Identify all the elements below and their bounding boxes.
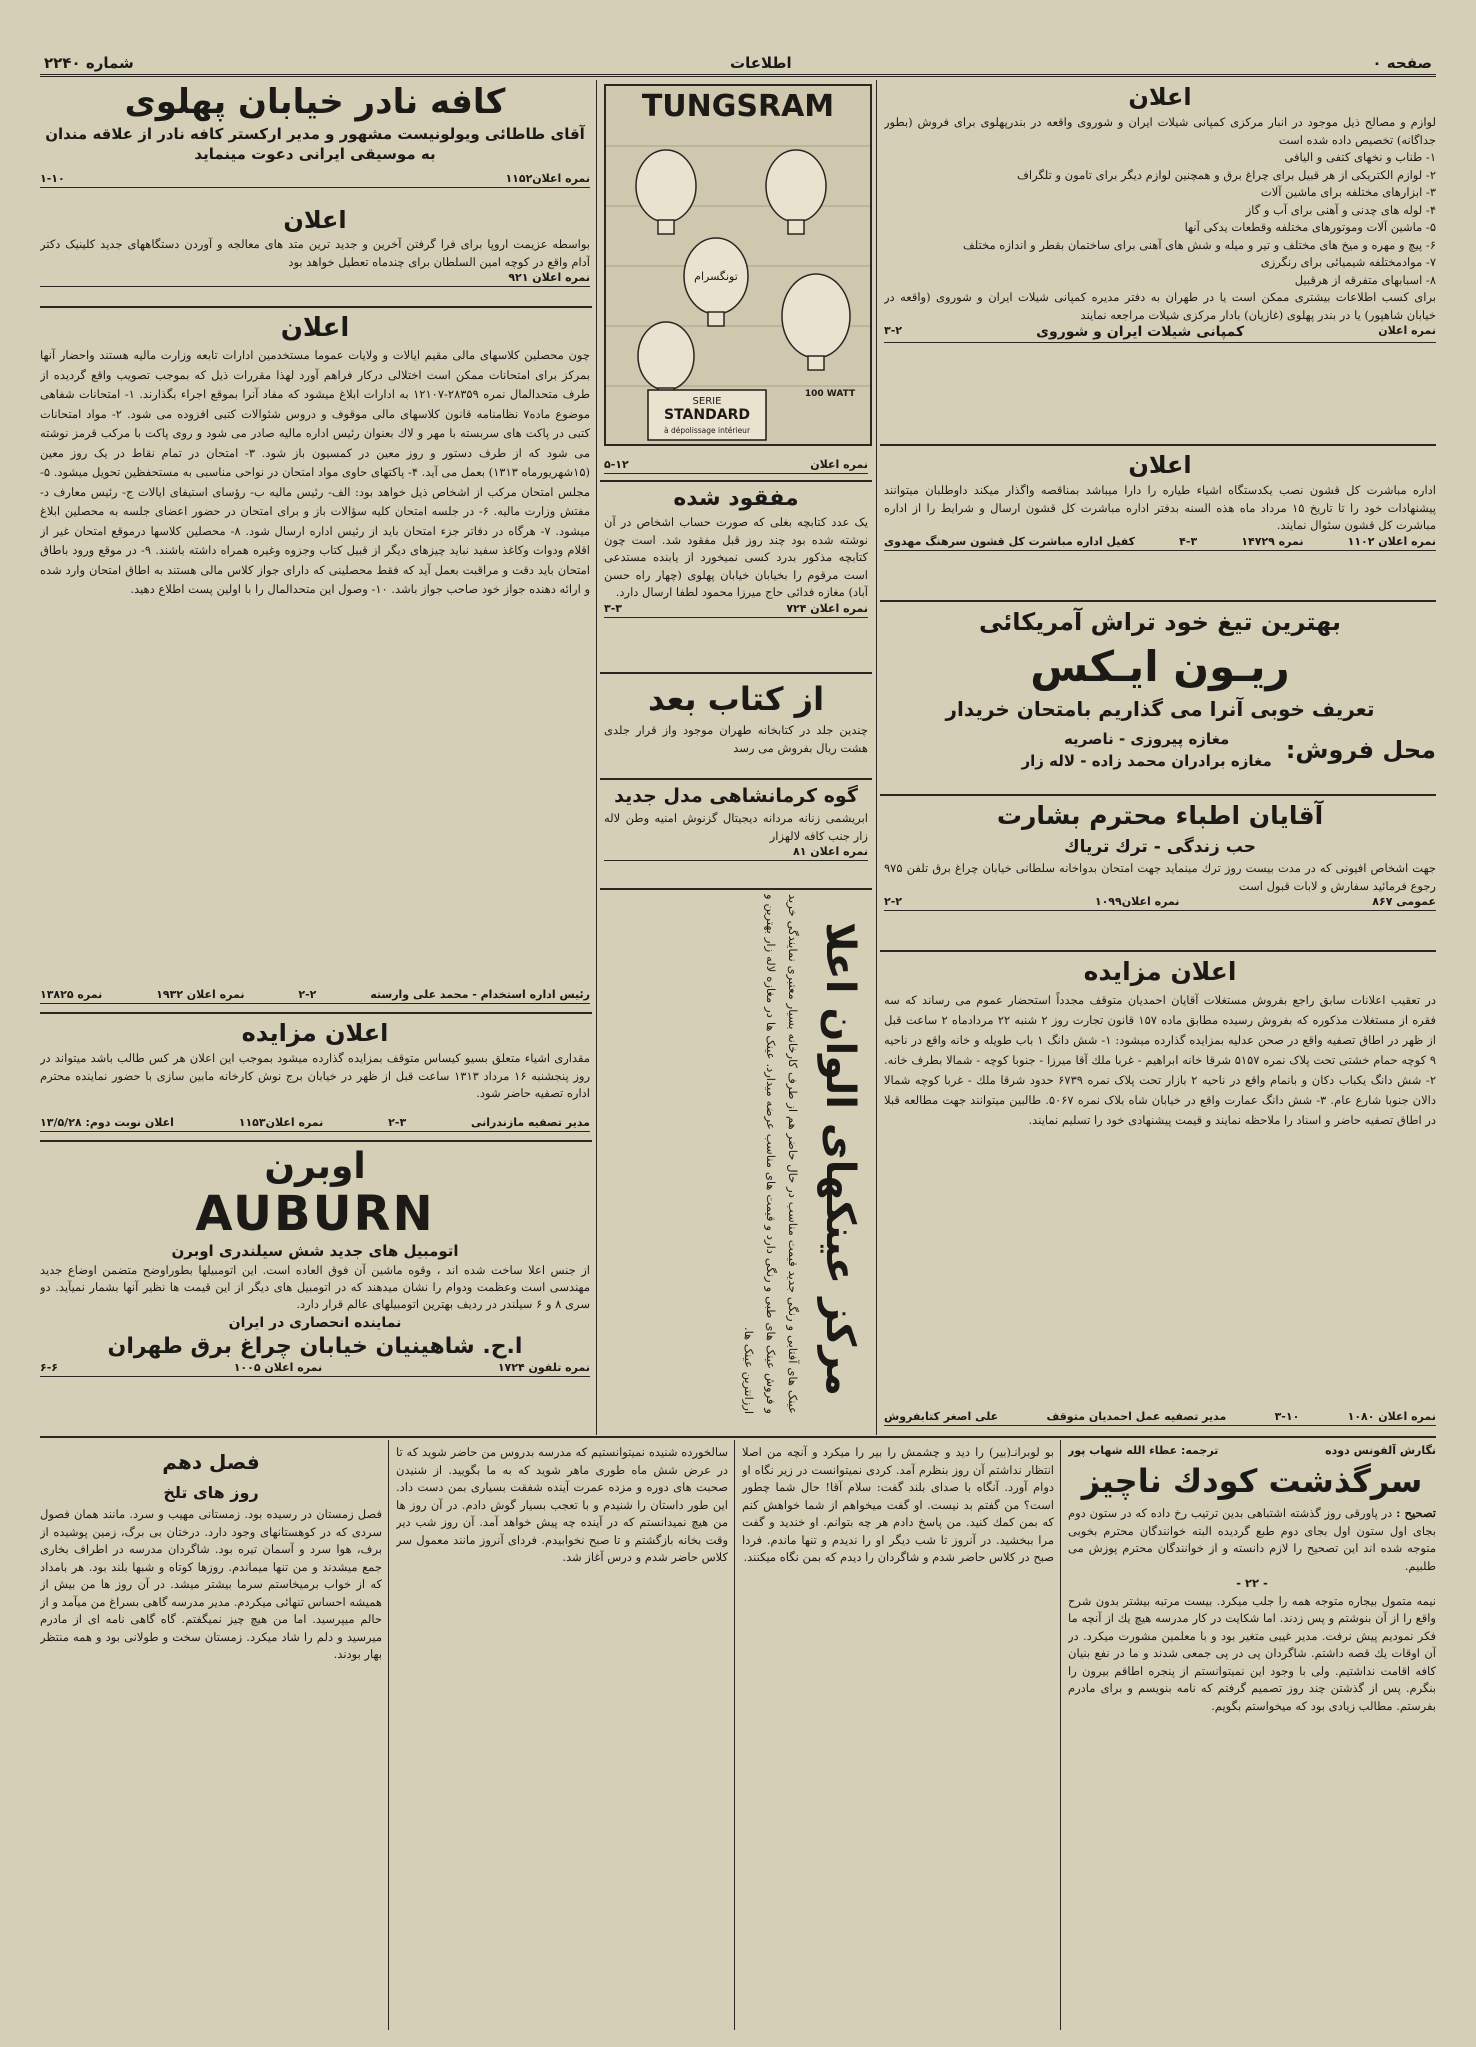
story-col-1 bbox=[1068, 1444, 1436, 2028]
auction-ad-1-title: اعلان مزایده bbox=[241, 1019, 389, 1047]
airplane-ad bbox=[884, 448, 1436, 598]
issue-label: شماره ۲۲۴۰ bbox=[44, 54, 134, 72]
lost-ad-footer: نمره اعلان ۷۲۴ ۳-۳ bbox=[604, 602, 868, 618]
finance-ad-sign: رئیس اداره استخدام - محمد علی وارسته bbox=[370, 988, 590, 1001]
lost-ad bbox=[604, 484, 868, 670]
shilat-item-1: ۱- طناب و نخهای کتفی و الیافی bbox=[1284, 150, 1436, 164]
auburn-ad-body: از جنس اعلا ساخت شده اند ، وقوه ماشین آن فوق العاده است. این اتومبیلها بطوراوضح متضمن اوضاع جدید مهندسی است وعظمت ودوام را نشان میدهند که در اتومبیل های دیگر از این قیمت ها نظیر آنها بشمار نمیآید. دو سری ۸ و ۶ سیلندر در ردیف بهترین اتومبیلهای عالم قرار دارد. bbox=[40, 1263, 590, 1311]
airplane-ad-title: اعلان bbox=[1128, 451, 1192, 479]
story-col2-text: بو لوبرانـ(بیر) را دید و چشمش را بیر را میکرد و آنچه من اصلا انتظار نداشتم آن روز بنظرم آمد. کردی نمیتوانست در زیر نگاه او دوام آورد. آنگاه با صدای بلند گفت: سلام آقا! حال شما چطور است؟ من گفتم بد نیست. او گفت میخواهم از شما خواهش کنم که بمن کمك کنید. من پاسخ دادم هر چه بتوانم. او خندید و گفت مرا ببخشید. در آنروز تا شب دیگر او را ندیدم و تنها ماندم. فردا صبح در کلاس حاضر شدم و شاگردان را دیدم که بمن نگاه میکنند. bbox=[742, 1445, 1054, 1564]
tungsram-footer: نمره اعلان ۵-۱۲ bbox=[604, 458, 868, 476]
story-credit-right: نگارش آلفونس دوده bbox=[1325, 1444, 1436, 1457]
chapter-subtitle: روز های تلخ bbox=[163, 1483, 259, 1502]
razor-ad-sale-label: محل فروش: bbox=[1285, 736, 1436, 764]
shilat-ad-outro: برای کسب اطلاعات بیشتری ممکن است یا در طهران به دفتر مدیره کمپانی شیلات ایران و شوروی (واقعه در خیابان شاهپور) یا در بندر پهلوی (غازیان) بادار مرکزی شیلات مراجعه نمایند bbox=[884, 290, 1436, 322]
auburn-ad bbox=[40, 1146, 590, 1430]
story-credit-left: ترجمه: عطاء الله شهاب پور bbox=[1068, 1444, 1219, 1457]
shilat-item-2: ۲- لوازم الکتریکی از هر قبیل برای چراغ برق و همچنین لوازم دیگر برای تامون و تلگراف bbox=[1017, 167, 1436, 182]
razor-ad bbox=[884, 604, 1436, 790]
story-col1-text: نیمه متمول بیجاره متوجه همه را جلب میکرد. بیست مرتبه بیشتر بدون شرح واقع را از آن بنوشتم و پس زدند. اما شکایت در کار مدرسه هیچ یك از آنچه ما فکر نمودیم پیش نرفت. مدیر غیبی متغیر بود و با معلمین مشورت میکرد. در آن اوقات یك قصه داشتم. شاگردان پی در پی جمعی شدند و ما در نفع بنیان کافه اقامت نداشتیم. ولی با وجود این نمیتوانستم از پنجره اطاقم بیرون را بنگرم. پس از گذشتن چند روز تصمیم گرفتم که نامه بنویسم و برای مادرم بفرستم. مطالب زیادی بود که میخواستم بگویم. bbox=[1068, 1593, 1436, 1713]
auction-ad-2-title: اعلان مزایده bbox=[1083, 957, 1237, 986]
glasses-ad-title: مرکز عینکهای الوان اعلا bbox=[817, 922, 863, 1396]
finance-ad-footer: رئیس اداره استخدام - محمد علی وارسته ۲-۲ نمره اعلان ۱۹۳۲ نمره ۱۳۸۲۵ bbox=[40, 988, 590, 1008]
book-ad-body: چندین جلد در کتابخانه طهران موجود واز قرار جلدی هشت ریال بفروش می رسد bbox=[604, 723, 868, 755]
tungsram-sub: à dépolissage intérieur bbox=[663, 426, 751, 435]
shilat-ad-intro: لوازم و مصالح ذیل موجود در انبار مرکزی کمپانی شیلات ایران و شوروی واقعه در بندرپهلوی برای فروش (بطور جداگانه) تخصیص داده شده است bbox=[884, 115, 1436, 147]
auburn-ad-line1: اتومبیل های جدید شش سیلندری اوبرن bbox=[171, 1242, 459, 1260]
clinic-ad-footer: نمره اعلان ۹۲۱ bbox=[40, 271, 590, 287]
shilat-ad-footer: نمره اعلان کمپانی شیلات ایران و شوروی ۳-۲ bbox=[884, 324, 1436, 343]
tungsram-watt: 100 WATT bbox=[804, 389, 856, 399]
cafe-ad-footer-right: ۱-۱۰ bbox=[40, 172, 65, 185]
razor-ad-brand: ریـون ایـکس bbox=[1030, 642, 1290, 691]
auburn-ad-footer: نمره تلفون ۱۷۲۴ نمره اعلان ۱۰۰۵ ۶-۶ bbox=[40, 1361, 590, 1377]
cafe-ad-footer bbox=[40, 172, 590, 188]
clinic-ad-body: بواسطه عزیمت اروپا برای فرا گرفتن آخرین و جدید ترین متد های معالجه و آوردن دستگاههای جدید کلینیک دکتر آدام واقع در کوچه امین السلطان برای چندماه تعطیل خواهد بود bbox=[40, 237, 590, 269]
finance-ad bbox=[40, 310, 590, 990]
goods-ad-footer: نمره اعلان ۸۱ bbox=[604, 845, 868, 861]
chapter-title: فصل دهم bbox=[162, 1450, 260, 1474]
tungsram-brand: TUNGSRAM bbox=[641, 89, 835, 124]
tungsram-series: SERIE bbox=[692, 396, 722, 407]
story-col4-text: فصل زمستان در رسیده بود. زمستانی مهیب و سرد. مانند همان فصول سردی که در کوهستانهای وجود دارد. درختان بی برگ، زمین پوشیده از برف، هوا سرد و آسمان تیره بود. شاگردان مدرسه در اطراف بخاری جمع میشدند و من تنها میماندم. روزها کوتاه و شبها بلند بود. هر بامداد که از خواب برمیخاستم سرما بیشتر میشد. در آن روز ها من بیش از همیشه احساس تنهائی میکردم. مدیر مدرسه گاهی بسراغ من میآمد و از حالم میپرسید. اما من هیچ چیز نمیگفتم. گاه گاهی نامه ای از مادرم میرسید و دلم را شاد میکرد. زمستان سخت و طولانی بود و همه منتظر بهار بودند. bbox=[40, 1507, 382, 1661]
finance-ad-body: چون محصلین کلاسهای مالی مقیم ایالات و ولایات عموما مستخدمین ادارات تابعه وزارت مالیه هستند واحضار آنها بمرکز برای امتحانات ممکن است اختلالی دركار فراهم آورد لهذا مقررات ذیل که بموجب تصویب واقع گردیده از طرف متحدالمال نمره ۲۸۳۵۹-۱۲۱۰۷ به ادارات ابلاغ میشود که مفاد آنرا بموقع اجراء بگذارند. ۱- امتحانات شفاهی موضوع ماده۷ نظامنامه قانون کلاسهای مالی موقوف و دروس شئوالات کتبی افزوده می شود. ۲- مواد امتحانات کتبی در پاکت های سربسته با مهر و لاك بعنوان رئیس اداره مالیه صادر می شود و روی پاکت با مرکب قرمز نوشته می شود که از طرف دستور و روز معین در کمسیون باز شود. ۳- امتحان در تمام نقاط در یک روز معین (۱۵شهریورماه ۱۳۱۳) بعمل می آید. ۴- پاکتهای حاوی مواد امتحان در نواحی مناسبی به مستحفظین تحویل میشود. ۵- مجلس امتحان مرکب از اشخاص ذیل خواهد بود: الف- رئیس مالیه ب- رؤسای استیفای ایالات ج- رئیس معارف د- مفتش وزارت مالیه. ۶- در جلسه امتحان کلیه سؤالات باز و برای امتحان در حضور اعضای جلسه به محصلین ابلاغ میشود. ۷- هرگاه در دفاتر جزء امتحان باید از رئیس اداره ارسال شود. ۸- محصلین کلاسها درموقع امتحان غیر از اقلام ودوات وکاغذ سفید نباید چیزهای دیگر از قبیل کتاب وجزوه وغیره همراه داشته باشند. ۹- در موقع ورود باطاق امتحان باید دقت و مراقبت بعمل آید که فقط محصلینی که دارای جواز کلاس مالی هستند به اطاق امتحان وارد شده و ارائه دهنده جواز خود صاحب جواز باشد. ۱۰- وصول این متحدالمال را با اولین پست اطلاع دهید. bbox=[40, 348, 590, 596]
auburn-ad-firm: ا.ح. شاهینیان خیابان چراغ برق طهران bbox=[107, 1334, 523, 1359]
clinic-ad bbox=[40, 204, 590, 304]
page-label: صفحه ۰ bbox=[1372, 54, 1432, 72]
cafe-ad-title: کافه نادر خیابان پهلوی bbox=[124, 82, 506, 122]
tungsram-ad bbox=[604, 84, 872, 446]
auction-ad-2-footer: نمره اعلان ۱۰۸۰ ۳-۱۰ مدیر تصفیه عمل احمدیان متوقف علی اصغر کتابفروش bbox=[884, 1410, 1436, 1430]
clinic-ad-title: اعلان bbox=[283, 206, 347, 234]
goods-ad-body: ابریشمی زنانه مردانه دیجیتال گزنوش امنیه وطن لاله زار جنب کافه لالهزار bbox=[604, 811, 868, 843]
cafe-ad-body: آقای طاطائی ویولونیست مشهور و مدیر ارکستر کافه نادر از علاقه مندان به موسیقی ایرانی دعوت مینماید bbox=[45, 125, 585, 163]
tungsram-standard: STANDARD bbox=[664, 407, 750, 423]
auburn-ad-agent: نماینده انحصاری در ایران bbox=[228, 1315, 402, 1331]
shilat-item-8: ۸- اسبابهای متفرقه از هرقبیل bbox=[1294, 272, 1436, 287]
shilat-item-7: ۷- موادمختلفه شیمیائی برای رنگرزی bbox=[1260, 255, 1436, 269]
book-ad-title: از کتاب بعد bbox=[647, 680, 825, 718]
shilat-item-5: ۵- ماشین آلات وموتورهای مختلفه وقطعات یدکی آنها bbox=[1184, 220, 1436, 234]
auburn-ad-title-fa: اوبرن bbox=[264, 1146, 366, 1187]
lost-ad-body: یک عدد کتابچه بغلی که صورت حساب اشخاص در آن نوشته شده بود چند روز قبل مفقود شد. است چون کتابچه مذکور بدرد کسی نمیخورد از یابنده مستدعی است مرقوم را بخیابان خیابان پهلوی (چهار راه حسن آباد) مغازه فدائی حاج میرزا محمود لطفا ارسال دارد. bbox=[604, 515, 868, 599]
doctors-ad-body: جهت اشخاص افیونی که در مدت بیست روز ترك مینماید جهت امتحان بدواخانه سلطانی خیابان چراغ برق تلفن ۹۷۵ رجوع فرمائید سفارش و لابات قبول است bbox=[884, 861, 1436, 893]
cafe-ad-footer-no: نمره اعلان۱۱۵۲ bbox=[505, 172, 590, 185]
goods-ad-title: گوه کرمانشاهی مدل جدید bbox=[614, 785, 858, 807]
story-number: - ۲۲ - bbox=[1236, 1576, 1268, 1590]
auction-ad-1-body: مقداری اشیاء متعلق بسیو کیساس متوقف بمزایده گذارده میشود بموجب این اعلان هر کس طالب باشد میتواند در روز پنجشنبه ۱۶ مرداد ۱۳۱۳ ساعت قبل از ظهر در خیابان برج نوش کارخانه مابین سازی با حضور نماینده محترم اداره تصفیه حاضر شود. bbox=[40, 1051, 590, 1100]
shilat-ad-title: اعلان bbox=[1128, 83, 1192, 111]
cafe-ad bbox=[40, 80, 590, 198]
shilat-ad bbox=[884, 80, 1436, 440]
airplane-ad-body: اداره مباشرت کل قشون نصب یکدستگاه اشیاء طیاره را دارا میباشد بمناقصه واگذار میکند داوطلبان میتوانند پیشنهادات خود را تا تاریخ ۱۵ مرداد ماه هذه السنه بدفتر اداره مباشرت کل قشون ارسال و شرایط را از اداره مباشرت کل قشون سئوال نمایند. bbox=[884, 483, 1436, 532]
story-col3-text: سالخورده شنیده نمیتوانستیم که مدرسه بدروس من حاضر شوید که تا در عرض شش ماه طوری ماهر شوید که به ما بگویید. از شنیدن صحبت های دوره و مزده عمرت آینده شفقت بسیاری بمن دست داد. این طور داستان را شنیدم و با تعجب بسیار گوش دادم. در آن روز ها من هیچ نمیدانستم که در آینده چه پیش خواهد آمد. آن روز شب دیر وقت بخانه بازگشتم و تا صبح نخوابیدم. فردای آنروز مانند معمول سر کلاس حاضر شدم و درس آغاز شد. bbox=[396, 1445, 728, 1564]
goods-ad bbox=[604, 782, 868, 886]
shilat-item-4: ۴- لوله های چدنی و آهنی برای آب و گاز bbox=[1245, 202, 1436, 217]
page-header bbox=[40, 52, 1436, 77]
lost-ad-title: مفقود شده bbox=[673, 486, 799, 511]
story-correction: در پاورقی روز گذشته اشتباهی بدین ترتیب رخ داده که در ستون دوم بجای اول ستون اول بجای دوم طبع گردیده البته خوانندگان محترم بخوبی متوجه شده اند این تصحیح را لازم دانسته و از خوانندگان محترم پوزش می طلبیم. bbox=[1068, 1506, 1436, 1573]
auburn-ad-title-en: AUBURN bbox=[195, 1186, 435, 1242]
tungsram-bulb-text: تونگسرام bbox=[694, 270, 738, 283]
razor-ad-shop2: مغازه برادران محمد زاده - لاله زار bbox=[1021, 752, 1272, 770]
doctors-ad-footer: عمومی ۸۶۷ نمره اعلان۱۰۹۹ ۲-۲ bbox=[884, 895, 1436, 911]
glasses-ad bbox=[604, 894, 868, 1430]
shilat-item-6: ۶- پیچ و مهره و میخ های مختلف و تیر و میله و شش های آهنی برای ساختمان بقطر و اندازه مختلف bbox=[962, 237, 1436, 252]
auction-ad-2-body: در تعقیب اعلانات سابق راجع بفروش مستغلات آقایان احمدیان متوقف مجدداً استحضار عموم می رساند که سه فقره از مستغلات مذکوره که بفروش رسیده مطابق ماده ۱۵۷ قانون تجارت روز ۲ شنبه ۲۲ مردادماه ۲ ساعت قبل از ظهر در اطاق تصفیه واقع در صحن عدلیه بمزایده گذارده میشود: ۱- شش دانگ ۱ باب طویله و خانه واقع در ناحیه ۹ کوچه حمام خشتی تحت پلاک نمره ۵۱۵۷ شرقا خانه ابراهیم - غربا ملك آقا میرزا - جنوبا کوچه - شمالا بطرف خانه. ۲- شش دانگ یکباب دکان و بانمام واقع در ناحیه ۲ بازار تحت پلاک نمره ۶۷۳۹ حدود شرقا ملك - غربا کوچه شمالا دالان جنوبا شارع عام. ۳- شش دانگ عمارت واقع در خیابان شاه بلاک نمره ۵۰۶۷. طالبین میتوانند جهت مطالعه قبلا در اطاق تصفیه حاضر و اسناد را ملاحظه نمایند و قیمت پیشنهادی خود را تسلیم نمایند. bbox=[884, 993, 1436, 1127]
doctors-ad-sub: حب زندگی - ترك تریاك bbox=[1064, 837, 1256, 857]
auction-ad-2 bbox=[884, 954, 1436, 1408]
book-ad bbox=[604, 676, 868, 776]
story-correction-label: تصحیح : bbox=[1396, 1506, 1436, 1520]
razor-ad-line2: تعریف خوبی آنرا می گذاریم بامتحان خریدار bbox=[945, 697, 1375, 721]
razor-ad-line1: بهترین تیغ خود تراش آمریکائی bbox=[978, 608, 1342, 636]
airplane-ad-footer: نمره اعلان ۱۱۰۲ نمره ۱۴۷۲۹ ۴-۳ کفیل اداره مباشرت کل قشون سرهنگ مهدوی bbox=[884, 535, 1436, 551]
doctors-ad-title: آقایان اطباء محترم بشارت bbox=[996, 801, 1324, 830]
story-title: سرگذشت کودك ناچیز bbox=[1081, 1462, 1423, 1500]
auction-ad-1-footer: مدیر تصفیه مازندرانی ۲-۳ نمره اعلان۱۱۵۳ اعلان نوبت دوم: ۱۳/۵/۲۸ bbox=[40, 1116, 590, 1136]
shilat-item-3: ۳- ابزارهای مختلفه برای ماشین آلات bbox=[1260, 185, 1436, 199]
story-col-3 bbox=[396, 1444, 728, 2028]
razor-ad-shops bbox=[884, 728, 1436, 772]
glasses-ad-body: عینک های آفتابی و رنگی جدید قیمت مناسب در حال حاضر هم از طرف کارخانه بسیار معتبری نمایندگی خرید و فروش عینک های طبی و رنگی دارد و قیمت های مناسب عرضه میدارد. عینک ها در مغازه لاله زار بهترین و ارزانترین عینک ها. bbox=[742, 894, 800, 1414]
story-col-4 bbox=[40, 1444, 382, 2028]
paper-name: اطلاعات bbox=[730, 54, 792, 72]
razor-ad-shop1: مغازه پیروزی - ناصریه bbox=[1063, 730, 1230, 748]
story-col-2 bbox=[742, 1444, 1054, 2028]
doctors-ad bbox=[884, 798, 1436, 948]
tungsram-artwork bbox=[606, 86, 870, 444]
finance-ad-title: اعلان bbox=[280, 313, 350, 343]
